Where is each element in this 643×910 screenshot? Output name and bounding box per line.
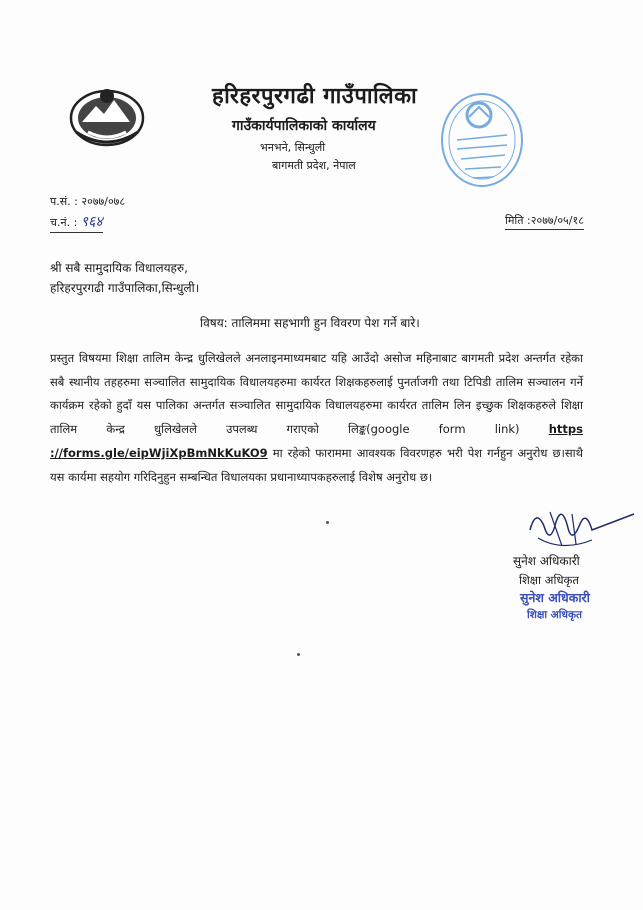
stamp-title: शिक्षा अधिकृत	[527, 609, 583, 621]
recipient-block	[50, 258, 199, 298]
stamp-name: सुनेश अधिकारी	[520, 590, 590, 605]
dispatch-number-line	[50, 212, 103, 233]
recipient-line-1: श्री सबै सामुदायिक विधालयहरु,	[50, 261, 188, 275]
nepal-government-emblem	[68, 82, 146, 148]
body-part-2: मा रहेको फाराममा आवश्यक विवरणहरु भरी पेश गर्नहुन अनुरोध छ।साथै यस कार्यमा सहयोग गरिदिनुहुन सम्बन्धित विधालयका प्रधानाध्यापकहरुलाई विशेष अनुरोध छ।	[50, 445, 583, 484]
dispatch-number: ९६४	[80, 214, 103, 230]
letter-body	[50, 347, 583, 489]
signatory-name: सुनेश अधिकारी	[513, 554, 580, 568]
address-line-2: बागमती प्रदेश, नेपाल	[272, 159, 356, 172]
body-part-1: प्रस्तुत विषयमा शिक्षा तालिम केन्द्र धुलिखेलले अनलाइनमाध्यमबाट यहि आउँदो असोज महिनाबाट बागमती प्रदेश अन्तर्गत रहेका सबै स्थानीय तहहरुमा सञ्चालित सामुदायिक विधालयहरुमा कार्यरत शिक्षकहरुलाई पुनर्ताजगी तथा टिपिडी तालिम सञ्चालन गर्ने कार्यक्रम रहेको हुदाँ यस पालिका अन्तर्गत सञ्चालित सामुदायिक विधालयहरुमा कार्यरत तालिम लिन इच्छुक शिक्षकहरुले शिक्षा तालिम केन्द्र धुलिखेलले उपलब्ध गराएको लिङ्क(google form link)	[50, 351, 583, 437]
letter-subject: विषय: तालिममा सहभागी हुन विवरण पेश गर्ने बारे।	[200, 316, 420, 330]
google-form-link[interactable]: https ://forms.gle/eipWjiXpBmNkKuKO9	[50, 422, 583, 460]
letter-date: मिति :२०७७/०५/१८	[505, 213, 584, 230]
org-name: हरिहरपुरगढी गाउँपालिका	[212, 84, 418, 109]
recipient-line-2: हरिहरपुरगढी गाउँपालिका,सिन्धुली।	[50, 281, 200, 295]
office-name: गाउँकार्यपालिकाको कार्यालय	[232, 118, 376, 134]
address-line-1: भनभने, सिन्धुली	[260, 141, 326, 154]
dispatch-label: च.नं. :	[50, 216, 78, 229]
signatory-title: शिक्षा अधिकृत	[519, 573, 579, 587]
stray-mark	[297, 653, 300, 656]
stray-mark	[326, 521, 329, 524]
fiscal-year: प.सं. : २०७७/०७८	[50, 195, 126, 208]
office-seal	[437, 85, 527, 195]
